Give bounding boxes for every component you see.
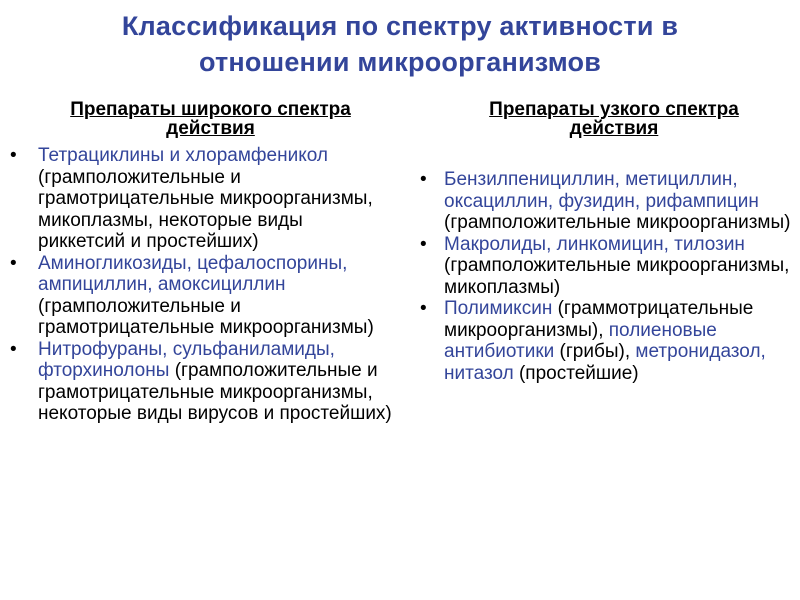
- drug-names: Бензилпенициллин, метициллин, оксациллин, фузидин, рифампицин: [444, 169, 759, 212]
- broad-spectrum-list: [8, 145, 393, 425]
- bullet-icon: •: [420, 298, 427, 319]
- heading-line-2: действия: [569, 118, 659, 139]
- drug-description: (простейшие): [518, 362, 639, 384]
- bullet-icon: •: [10, 145, 17, 166]
- heading-line-1: Препараты широкого спектра: [70, 99, 351, 120]
- drug-names: полиеновые антибиотики: [444, 319, 717, 362]
- drug-names: Аминогликозиды, цефалоспорины, ампициллин, амоксициллин: [38, 252, 348, 295]
- bullet-icon: •: [420, 233, 427, 255]
- broad-spectrum-heading: [8, 100, 393, 138]
- list-item: [418, 234, 800, 299]
- drug-description: (грамположительные микроорганизмы, микоплазмы): [444, 255, 790, 298]
- list-item: [418, 298, 800, 384]
- drug-description: (граммотрицательные микроорганизмы),: [444, 298, 754, 341]
- drug-description: (грамположительные микроорганизмы): [444, 212, 791, 233]
- drug-description: (грамположительные и грамотрицательные микроорганизмы, некоторые виды вирусов и простейших): [38, 360, 392, 424]
- drug-names: метронидазол, нитазол: [444, 341, 766, 384]
- narrow-spectrum-heading: [418, 100, 800, 138]
- list-item: [8, 253, 393, 339]
- narrow-spectrum-column: [418, 100, 800, 384]
- bullet-icon: •: [10, 338, 17, 360]
- drug-description: (грамположительные и грамотрицательные микроорганизмы): [38, 295, 374, 338]
- list-item: [8, 145, 393, 253]
- heading-line-2: действия: [166, 118, 255, 139]
- drug-names: Полимиксин: [444, 298, 553, 319]
- list-item: [8, 339, 393, 425]
- drug-names: Макролиды, линкомицин, тилозин: [444, 233, 745, 255]
- broad-spectrum-column: [8, 100, 393, 425]
- narrow-spectrum-list: [418, 169, 800, 384]
- list-item: [418, 169, 800, 234]
- heading-line-1: Препараты узкого спектра: [489, 99, 739, 120]
- slide-title: [0, 8, 800, 80]
- drug-names: Тетрациклины и хлорамфеникол: [38, 145, 328, 166]
- bullet-icon: •: [420, 169, 427, 190]
- title-line-1: Классификация по спектру активности в: [121, 11, 679, 41]
- drug-description: (грибы),: [559, 341, 631, 362]
- bullet-icon: •: [10, 252, 17, 274]
- drug-description: (грамположительные и грамотрицательные микроорганизмы, микоплазмы, некоторые виды риккетсий и простейших): [38, 166, 373, 252]
- drug-names: Нитрофураны, сульфаниламиды, фторхинолоны: [38, 338, 335, 381]
- title-line-2: отношении микроорганизмов: [198, 47, 602, 77]
